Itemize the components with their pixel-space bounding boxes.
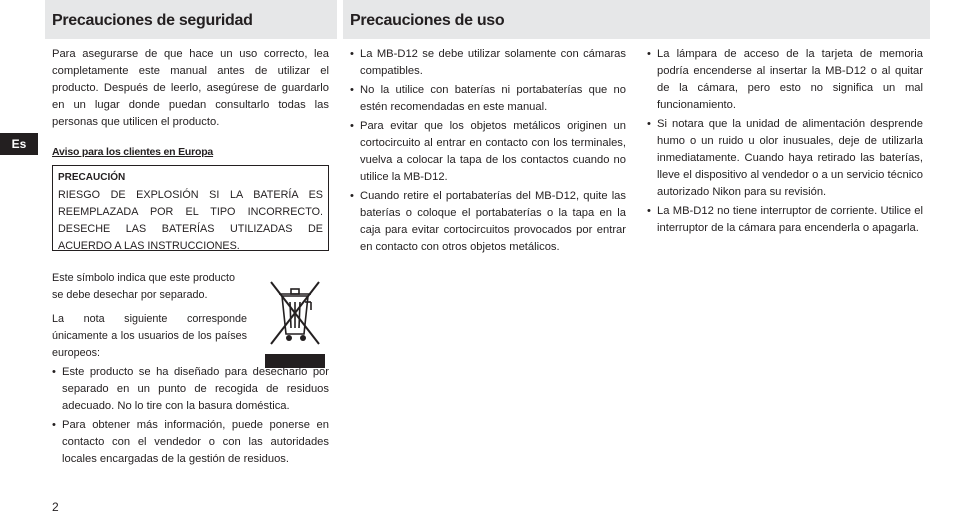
page-number: 2 [52,500,59,514]
disposal-list [52,364,329,470]
caution-title: PRECAUCIÓN [58,172,126,183]
list-item: • Cuando retire el portabaterías del MB-D12, quite las baterías o coloque el portabaterías o la tapa en la caja para evitar cortocircuitos provocados por entrar en contacto con otros objetos metálicos. [350,188,626,256]
eu-note: La nota siguiente corresponde únicamente a los usuarios de los países europeos: [52,313,247,359]
usage-section-title: Precauciones de uso [350,12,505,29]
language-tab: Es [0,133,38,155]
eu-notice-heading: Aviso para los clientes en Europa [52,146,214,158]
usage-header-bar [343,0,930,39]
caution-text: RIESGO DE EXPLOSIÓN SI LA BATERÍA ES REEMPLAZADA POR EL TIPO INCORRECTO. DESECHE LAS BATERÍAS UTILIZADAS DE ACUERDO A LAS INSTRUCCIONES. [58,189,323,252]
safety-section-title: Precauciones de seguridad [52,12,253,29]
list-item: • La lámpara de acceso de la tarjeta de memoria podría encenderse al insertar la MB-D12 o al quitar de la cámara, pero esto no significa un mal funcionamiento. [647,46,923,114]
symbol-description: Este símbolo indica que este producto se debe desechar por separado. [52,272,236,301]
crossed-out-wheeled-bin-icon [265,272,325,372]
list-item: • No la utilice con baterías ni portabaterías que no estén recomendadas en este manual. [350,82,626,116]
usage-list-1 [350,46,626,256]
safety-header-bar [45,0,337,39]
usage-column-2 [647,46,923,239]
list-item: • Si notara que la unidad de alimentación desprende humo o un ruido u olor inusuales, deje de utilizarla inmediatamente. Cuando haya retirado las baterías, lleve el dispositivo al vendedor o a un servicio técnico autorizado Nikon para su revisión. [647,116,923,201]
list-item: • La MB-D12 no tiene interruptor de corriente. Utilice el interruptor de la cámara para encenderla o apagarla. [647,203,923,237]
usage-list-2 [647,46,923,237]
list-item: • La MB-D12 se debe utilizar solamente con cámaras compatibles. [350,46,626,80]
caution-box [52,165,329,251]
usage-column-1 [350,46,626,258]
list-item: • Para evitar que los objetos metálicos originen un cortocircuito al entrar en contacto con los terminales, vuelva a colocar la tapa de los contactos cuando no utilice la MB-D12. [350,118,626,186]
safety-intro: Para asegurarse de que hace un uso correcto, lea completamente este manual antes de utilizar el producto. Después de leerlo, asegúrese de guardarlo en un lugar donde puedan consultarlo todas las personas que utilicen el producto. [52,48,329,128]
list-item: • Este producto se ha diseñado para desecharlo por separado en un punto de recogida de residuos adecuado. No lo tire con la basura doméstica. [52,364,329,415]
list-item: • Para obtener más información, puede ponerse en contacto con el vendedor o con las autoridades locales encargadas de la gestión de residuos. [52,417,329,468]
